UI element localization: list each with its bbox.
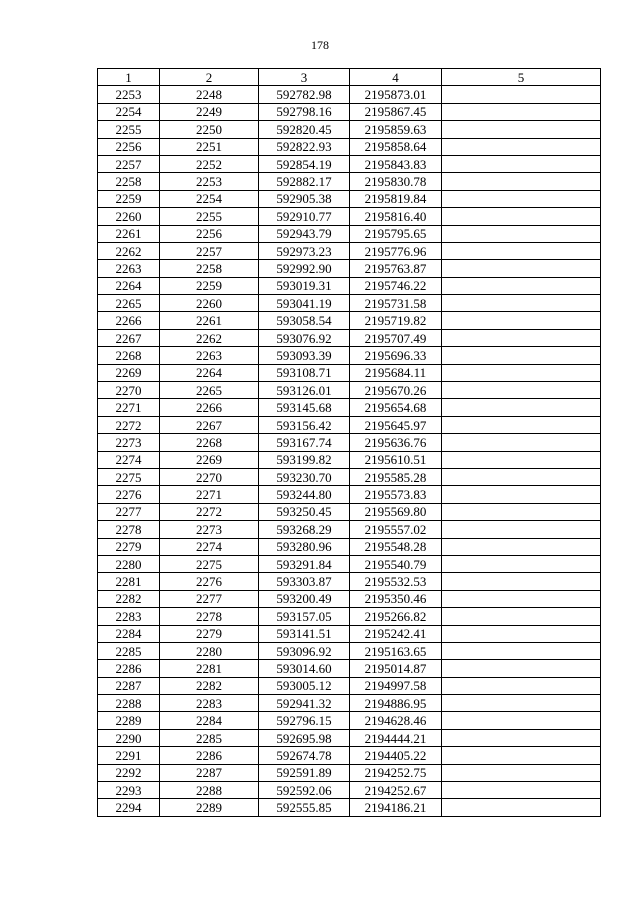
table-cell: 2195636.76 <box>350 434 442 451</box>
table-cell: 593076.92 <box>259 329 350 346</box>
table-cell <box>442 625 601 642</box>
table-cell: 2195557.02 <box>350 521 442 538</box>
column-header: 3 <box>259 69 350 86</box>
table-row <box>98 660 601 677</box>
table-cell: 2278 <box>160 608 259 625</box>
table-cell: 2195684.11 <box>350 364 442 381</box>
header-row <box>98 69 601 86</box>
table-row <box>98 295 601 312</box>
table-cell: 2195573.83 <box>350 486 442 503</box>
table-cell: 2277 <box>98 503 160 520</box>
table-cell: 2275 <box>160 555 259 572</box>
table-cell <box>442 260 601 277</box>
table-cell: 2282 <box>160 677 259 694</box>
table-cell: 593005.12 <box>259 677 350 694</box>
table-cell: 2289 <box>98 712 160 729</box>
table-row <box>98 190 601 207</box>
table-row <box>98 712 601 729</box>
table-cell: 2268 <box>98 347 160 364</box>
table-row <box>98 155 601 172</box>
table-row <box>98 468 601 485</box>
table-cell: 2261 <box>160 312 259 329</box>
table-cell: 593268.29 <box>259 521 350 538</box>
table-cell <box>442 399 601 416</box>
table-cell: 2264 <box>160 364 259 381</box>
table-cell: 2194252.67 <box>350 782 442 799</box>
table-cell <box>442 747 601 764</box>
table-cell: 593291.84 <box>259 555 350 572</box>
table-cell <box>442 329 601 346</box>
table-cell: 2286 <box>98 660 160 677</box>
table-cell: 592910.77 <box>259 208 350 225</box>
table-cell: 2195816.40 <box>350 208 442 225</box>
table-cell <box>442 86 601 103</box>
table-cell: 2281 <box>98 573 160 590</box>
table-cell: 593145.68 <box>259 399 350 416</box>
table-cell <box>442 729 601 746</box>
table-cell: 592798.16 <box>259 103 350 120</box>
table-cell: 2267 <box>160 416 259 433</box>
table-cell: 2261 <box>98 225 160 242</box>
table-cell: 592973.23 <box>259 242 350 259</box>
table-cell: 592882.17 <box>259 173 350 190</box>
table-cell: 593244.80 <box>259 486 350 503</box>
table-cell: 2269 <box>160 451 259 468</box>
table-row <box>98 608 601 625</box>
table-row <box>98 103 601 120</box>
table-cell: 2195585.28 <box>350 468 442 485</box>
table-cell <box>442 503 601 520</box>
table-row <box>98 208 601 225</box>
table-row <box>98 277 601 294</box>
table-cell: 2195763.87 <box>350 260 442 277</box>
table-cell: 2250 <box>160 121 259 138</box>
table-cell: 2268 <box>160 434 259 451</box>
table-cell: 2194405.22 <box>350 747 442 764</box>
table-cell: 2195795.65 <box>350 225 442 242</box>
table-cell: 2273 <box>160 521 259 538</box>
table-row <box>98 312 601 329</box>
table-row <box>98 642 601 659</box>
table-cell: 2274 <box>160 538 259 555</box>
table-cell: 2275 <box>98 468 160 485</box>
table-cell: 593126.01 <box>259 382 350 399</box>
table-cell: 2256 <box>160 225 259 242</box>
table-row <box>98 590 601 607</box>
table-cell: 593141.51 <box>259 625 350 642</box>
table-cell <box>442 468 601 485</box>
table-cell: 592822.93 <box>259 138 350 155</box>
table-cell: 2271 <box>160 486 259 503</box>
table-row <box>98 538 601 555</box>
table-cell: 2292 <box>98 764 160 781</box>
table-cell: 2195350.46 <box>350 590 442 607</box>
table-cell <box>442 695 601 712</box>
table-row <box>98 677 601 694</box>
table-cell: 2283 <box>98 608 160 625</box>
table-cell: 2195163.65 <box>350 642 442 659</box>
table-row <box>98 521 601 538</box>
table-cell: 2195707.49 <box>350 329 442 346</box>
table-cell <box>442 608 601 625</box>
table-row <box>98 573 601 590</box>
table-row <box>98 764 601 781</box>
table-row <box>98 555 601 572</box>
table-cell: 2254 <box>160 190 259 207</box>
table-cell <box>442 799 601 816</box>
table-cell: 2251 <box>160 138 259 155</box>
table-cell: 2195867.45 <box>350 103 442 120</box>
table-row <box>98 173 601 190</box>
table-row <box>98 747 601 764</box>
table-cell: 593303.87 <box>259 573 350 590</box>
table-row <box>98 416 601 433</box>
table-cell <box>442 590 601 607</box>
table-row <box>98 86 601 103</box>
table-cell: 2195670.26 <box>350 382 442 399</box>
table-cell: 2291 <box>98 747 160 764</box>
table-row <box>98 242 601 259</box>
table-cell: 593230.70 <box>259 468 350 485</box>
table-cell: 2277 <box>160 590 259 607</box>
table-cell: 2263 <box>160 347 259 364</box>
table-cell: 2195843.83 <box>350 155 442 172</box>
table-cell: 2287 <box>160 764 259 781</box>
table-cell <box>442 173 601 190</box>
table-cell: 593014.60 <box>259 660 350 677</box>
table-cell: 2272 <box>98 416 160 433</box>
table-cell: 2270 <box>160 468 259 485</box>
table-cell: 2195654.68 <box>350 399 442 416</box>
table-cell: 2259 <box>160 277 259 294</box>
table-cell: 2283 <box>160 695 259 712</box>
table-cell <box>442 712 601 729</box>
table-body <box>98 86 601 816</box>
table-cell <box>442 364 601 381</box>
table-cell: 2195569.80 <box>350 503 442 520</box>
table-cell: 2284 <box>98 625 160 642</box>
table-cell: 592782.98 <box>259 86 350 103</box>
table-cell <box>442 312 601 329</box>
table-row <box>98 799 601 816</box>
table-cell: 2195858.64 <box>350 138 442 155</box>
table-cell: 2194444.21 <box>350 729 442 746</box>
table-row <box>98 399 601 416</box>
table-cell: 2285 <box>98 642 160 659</box>
table-row <box>98 225 601 242</box>
table-cell <box>442 347 601 364</box>
table-cell: 2265 <box>98 295 160 312</box>
table-cell: 2288 <box>160 782 259 799</box>
table-cell: 2258 <box>160 260 259 277</box>
table-cell: 2253 <box>160 173 259 190</box>
table-cell: 592992.90 <box>259 260 350 277</box>
table-cell: 592674.78 <box>259 747 350 764</box>
table-cell: 2290 <box>98 729 160 746</box>
table-cell <box>442 416 601 433</box>
table-cell: 2255 <box>160 208 259 225</box>
table-row <box>98 486 601 503</box>
table-cell: 2262 <box>160 329 259 346</box>
table-cell <box>442 660 601 677</box>
table-cell: 2280 <box>160 642 259 659</box>
table-cell: 2279 <box>98 538 160 555</box>
table-cell: 2195548.28 <box>350 538 442 555</box>
table-cell: 592941.32 <box>259 695 350 712</box>
table-cell: 2257 <box>98 155 160 172</box>
table-row <box>98 382 601 399</box>
table-cell: 2288 <box>98 695 160 712</box>
table-cell: 2276 <box>98 486 160 503</box>
table-cell: 593096.92 <box>259 642 350 659</box>
table-row <box>98 138 601 155</box>
table-cell: 592943.79 <box>259 225 350 242</box>
table-cell: 2285 <box>160 729 259 746</box>
table-row <box>98 329 601 346</box>
table-cell: 2253 <box>98 86 160 103</box>
table-cell: 2274 <box>98 451 160 468</box>
table-cell: 593093.39 <box>259 347 350 364</box>
table-cell <box>442 451 601 468</box>
table-cell: 2269 <box>98 364 160 381</box>
column-header: 1 <box>98 69 160 86</box>
table-cell <box>442 434 601 451</box>
table-cell: 2272 <box>160 503 259 520</box>
table-cell: 592796.15 <box>259 712 350 729</box>
table-cell: 592591.89 <box>259 764 350 781</box>
table-row <box>98 121 601 138</box>
table-cell: 593250.45 <box>259 503 350 520</box>
table-cell: 2287 <box>98 677 160 694</box>
table-row <box>98 451 601 468</box>
table-cell: 2289 <box>160 799 259 816</box>
table-cell: 592592.06 <box>259 782 350 799</box>
table-cell: 2266 <box>160 399 259 416</box>
table-cell <box>442 538 601 555</box>
table-cell <box>442 121 601 138</box>
table-cell: 592820.45 <box>259 121 350 138</box>
table-cell: 2195873.01 <box>350 86 442 103</box>
table-cell: 2195266.82 <box>350 608 442 625</box>
table-cell: 2195645.97 <box>350 416 442 433</box>
table-cell <box>442 521 601 538</box>
table-cell: 2195819.84 <box>350 190 442 207</box>
table-cell <box>442 486 601 503</box>
column-header: 2 <box>160 69 259 86</box>
table-cell <box>442 677 601 694</box>
table-cell: 2276 <box>160 573 259 590</box>
table-cell: 2278 <box>98 521 160 538</box>
table-cell: 2266 <box>98 312 160 329</box>
table-cell: 2195719.82 <box>350 312 442 329</box>
table-row <box>98 503 601 520</box>
table-cell <box>442 225 601 242</box>
table-cell: 593280.96 <box>259 538 350 555</box>
table-row <box>98 782 601 799</box>
page-number: 178 <box>311 38 329 52</box>
table-cell <box>442 190 601 207</box>
table-cell <box>442 138 601 155</box>
table-cell <box>442 642 601 659</box>
table-cell: 2249 <box>160 103 259 120</box>
table-cell: 593200.49 <box>259 590 350 607</box>
table-cell <box>442 782 601 799</box>
table-cell: 2258 <box>98 173 160 190</box>
table-cell: 2262 <box>98 242 160 259</box>
table-row <box>98 364 601 381</box>
table-cell: 2255 <box>98 121 160 138</box>
table-row <box>98 347 601 364</box>
table-cell <box>442 555 601 572</box>
table-cell: 2254 <box>98 103 160 120</box>
table-row <box>98 625 601 642</box>
table-cell: 2260 <box>98 208 160 225</box>
table-cell: 2279 <box>160 625 259 642</box>
table-row <box>98 695 601 712</box>
table-cell: 593199.82 <box>259 451 350 468</box>
table-cell <box>442 295 601 312</box>
table-cell: 592854.19 <box>259 155 350 172</box>
table-cell: 2195731.58 <box>350 295 442 312</box>
table-cell: 2195859.63 <box>350 121 442 138</box>
table-cell: 593041.19 <box>259 295 350 312</box>
table-cell: 2252 <box>160 155 259 172</box>
table-cell: 592905.38 <box>259 190 350 207</box>
table-cell <box>442 573 601 590</box>
table-cell: 2194186.21 <box>350 799 442 816</box>
table-cell: 2282 <box>98 590 160 607</box>
table-row <box>98 260 601 277</box>
table-cell: 592695.98 <box>259 729 350 746</box>
table-cell: 2263 <box>98 260 160 277</box>
table-cell: 2195540.79 <box>350 555 442 572</box>
coordinates-table <box>97 68 601 817</box>
table-cell: 2248 <box>160 86 259 103</box>
table-cell: 2284 <box>160 712 259 729</box>
table-cell: 2286 <box>160 747 259 764</box>
table-cell: 2257 <box>160 242 259 259</box>
table-cell <box>442 382 601 399</box>
column-header: 4 <box>350 69 442 86</box>
table-cell <box>442 155 601 172</box>
table-cell: 2259 <box>98 190 160 207</box>
table-cell: 2195830.78 <box>350 173 442 190</box>
table-cell: 2265 <box>160 382 259 399</box>
table-cell: 2280 <box>98 555 160 572</box>
table-cell: 2294 <box>98 799 160 816</box>
table-cell: 593156.42 <box>259 416 350 433</box>
table-cell: 2195610.51 <box>350 451 442 468</box>
table-cell: 593157.05 <box>259 608 350 625</box>
table-cell: 2194886.95 <box>350 695 442 712</box>
table-cell: 2281 <box>160 660 259 677</box>
table-cell: 2195014.87 <box>350 660 442 677</box>
table-cell: 2195746.22 <box>350 277 442 294</box>
table-cell: 2195776.96 <box>350 242 442 259</box>
table-cell: 593058.54 <box>259 312 350 329</box>
table-cell: 2194628.46 <box>350 712 442 729</box>
table-cell <box>442 208 601 225</box>
table-cell: 2264 <box>98 277 160 294</box>
table-cell: 2267 <box>98 329 160 346</box>
table-cell: 593167.74 <box>259 434 350 451</box>
table-cell: 2195532.53 <box>350 573 442 590</box>
table-cell: 2256 <box>98 138 160 155</box>
table-cell: 2194997.58 <box>350 677 442 694</box>
table-cell: 2271 <box>98 399 160 416</box>
table-cell <box>442 764 601 781</box>
table-cell <box>442 277 601 294</box>
table-cell <box>442 103 601 120</box>
table-cell: 2270 <box>98 382 160 399</box>
table-cell: 592555.85 <box>259 799 350 816</box>
table-cell: 2195696.33 <box>350 347 442 364</box>
table-cell: 2195242.41 <box>350 625 442 642</box>
table-row <box>98 729 601 746</box>
table-row <box>98 434 601 451</box>
table-cell: 2194252.75 <box>350 764 442 781</box>
column-header: 5 <box>442 69 601 86</box>
table-cell <box>442 242 601 259</box>
table-cell: 2260 <box>160 295 259 312</box>
table-cell: 593108.71 <box>259 364 350 381</box>
table-cell: 2293 <box>98 782 160 799</box>
table-cell: 593019.31 <box>259 277 350 294</box>
table-cell: 2273 <box>98 434 160 451</box>
